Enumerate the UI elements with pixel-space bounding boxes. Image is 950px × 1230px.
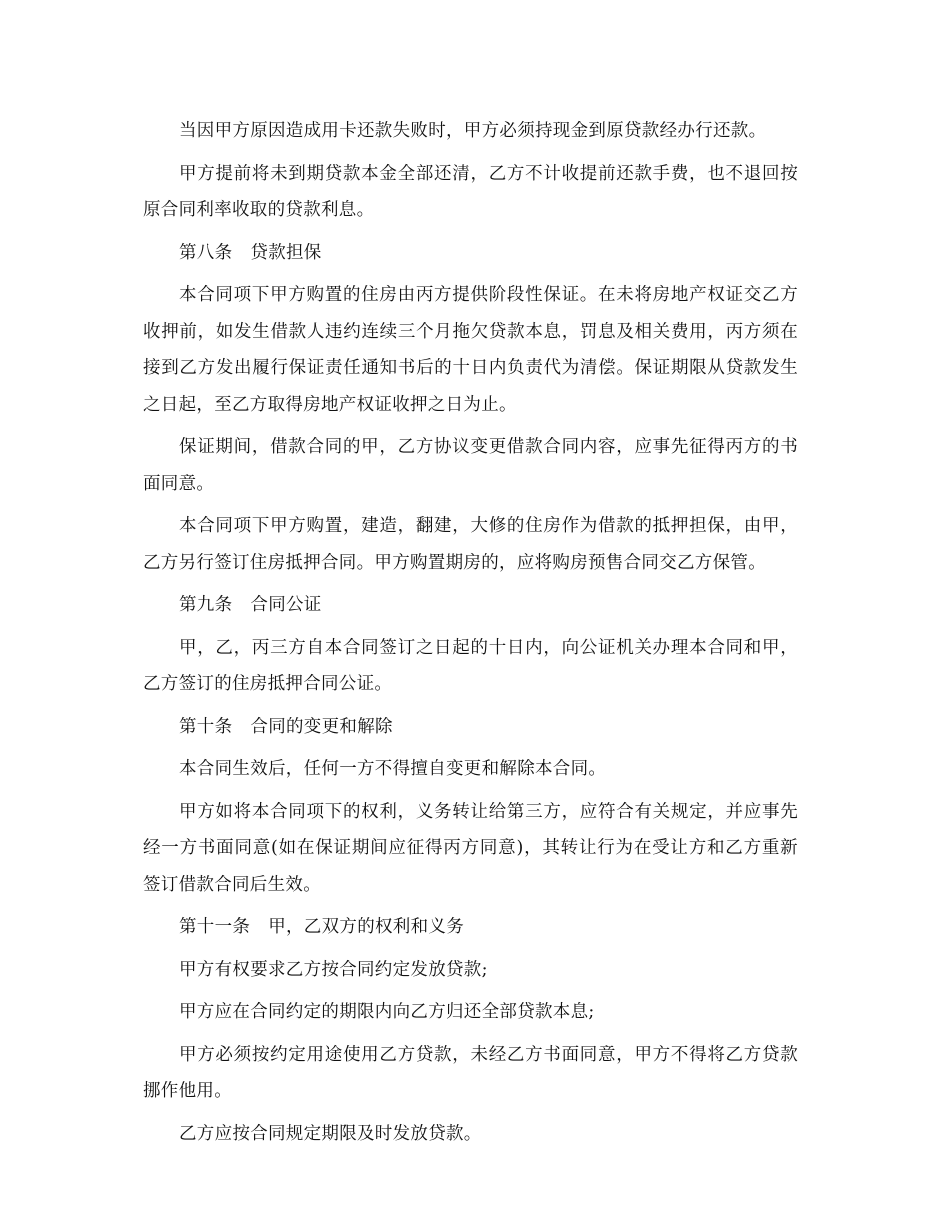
- article-number: 第九条: [179, 595, 233, 615]
- article-number: 第十条: [179, 716, 233, 737]
- paragraph-repay-obligation: 甲方应在合同约定的期限内向乙方归还全部贷款本息;: [179, 1002, 595, 1022]
- article-title: 合同的变更和解除: [250, 716, 393, 737]
- paragraph-transfer: 甲方如将本合同项下的权利，义务转让给第三方，应符合有关规定，并应事先经一方书面同意(如在保证期间应征得丙方同意)，其转让行为在受让方和乙方重新签订借款合同后生效。: [143, 801, 798, 895]
- article-title: 甲，乙双方的权利和义务: [268, 917, 465, 937]
- article-title: 合同公证: [250, 595, 322, 615]
- paragraph-no-unilateral-change: 本合同生效后，任何一方不得擅自变更和解除本合同。: [179, 759, 607, 779]
- paragraph-use-of-funds: 甲方必须按约定用途使用乙方贷款，未经乙方书面同意，甲方不得将乙方贷款挪作他用。: [143, 1044, 798, 1101]
- paragraph-repayment-failure: 当因甲方原因造成用卡还款失败时，甲方必须持现金到原贷款经办行还款。: [179, 121, 767, 141]
- paragraph-guarantee-period: 保证期间，借款合同的甲，乙方协议变更借款合同内容，应事先征得丙方的书面同意。: [143, 437, 798, 494]
- article-title: 贷款担保: [250, 242, 322, 263]
- article-8-heading: [143, 235, 798, 272]
- paragraph-mortgage: 本合同项下甲方购置，建造，翻建，大修的住房作为借款的抵押担保，由甲，乙方另行签订住房抵押合同。甲方购置期房的，应将购房预售合同交乙方保管。: [143, 516, 798, 573]
- paragraph-right-to-loan: 甲方有权要求乙方按合同约定发放贷款;: [179, 959, 488, 980]
- paragraph-guarantee: 本合同项下甲方购置的住房由丙方提供阶段性保证。在未将房地产权证交乙方收押前，如发生借款人违约连续三个月拖欠贷款本息，罚息及相关费用，丙方须在接到乙方发出履行保证责任通知书后的十日内负责代为清偿。保证期限从贷款发生之日起，至乙方取得房地产权证收押之日为止。: [143, 285, 798, 415]
- paragraph-timely-disbursement: 乙方应按合同规定期限及时发放贷款。: [179, 1123, 482, 1144]
- paragraph-notarization: 甲，乙，丙三方自本合同签订之日起的十日内，向公证机关办理本合同和甲，乙方签订的住房抵押合同公证。: [143, 637, 798, 694]
- article-11-heading: [143, 909, 798, 946]
- article-number: 第十一条: [179, 917, 251, 937]
- article-10-heading: [143, 709, 798, 746]
- article-number: 第八条: [179, 242, 233, 263]
- paragraph-early-repayment: 甲方提前将未到期贷款本金全部还清，乙方不计收提前还款手费，也不退回按原合同利率收取的贷款利息。: [143, 163, 798, 220]
- document-body: [143, 113, 798, 1152]
- article-9-heading: [143, 587, 798, 624]
